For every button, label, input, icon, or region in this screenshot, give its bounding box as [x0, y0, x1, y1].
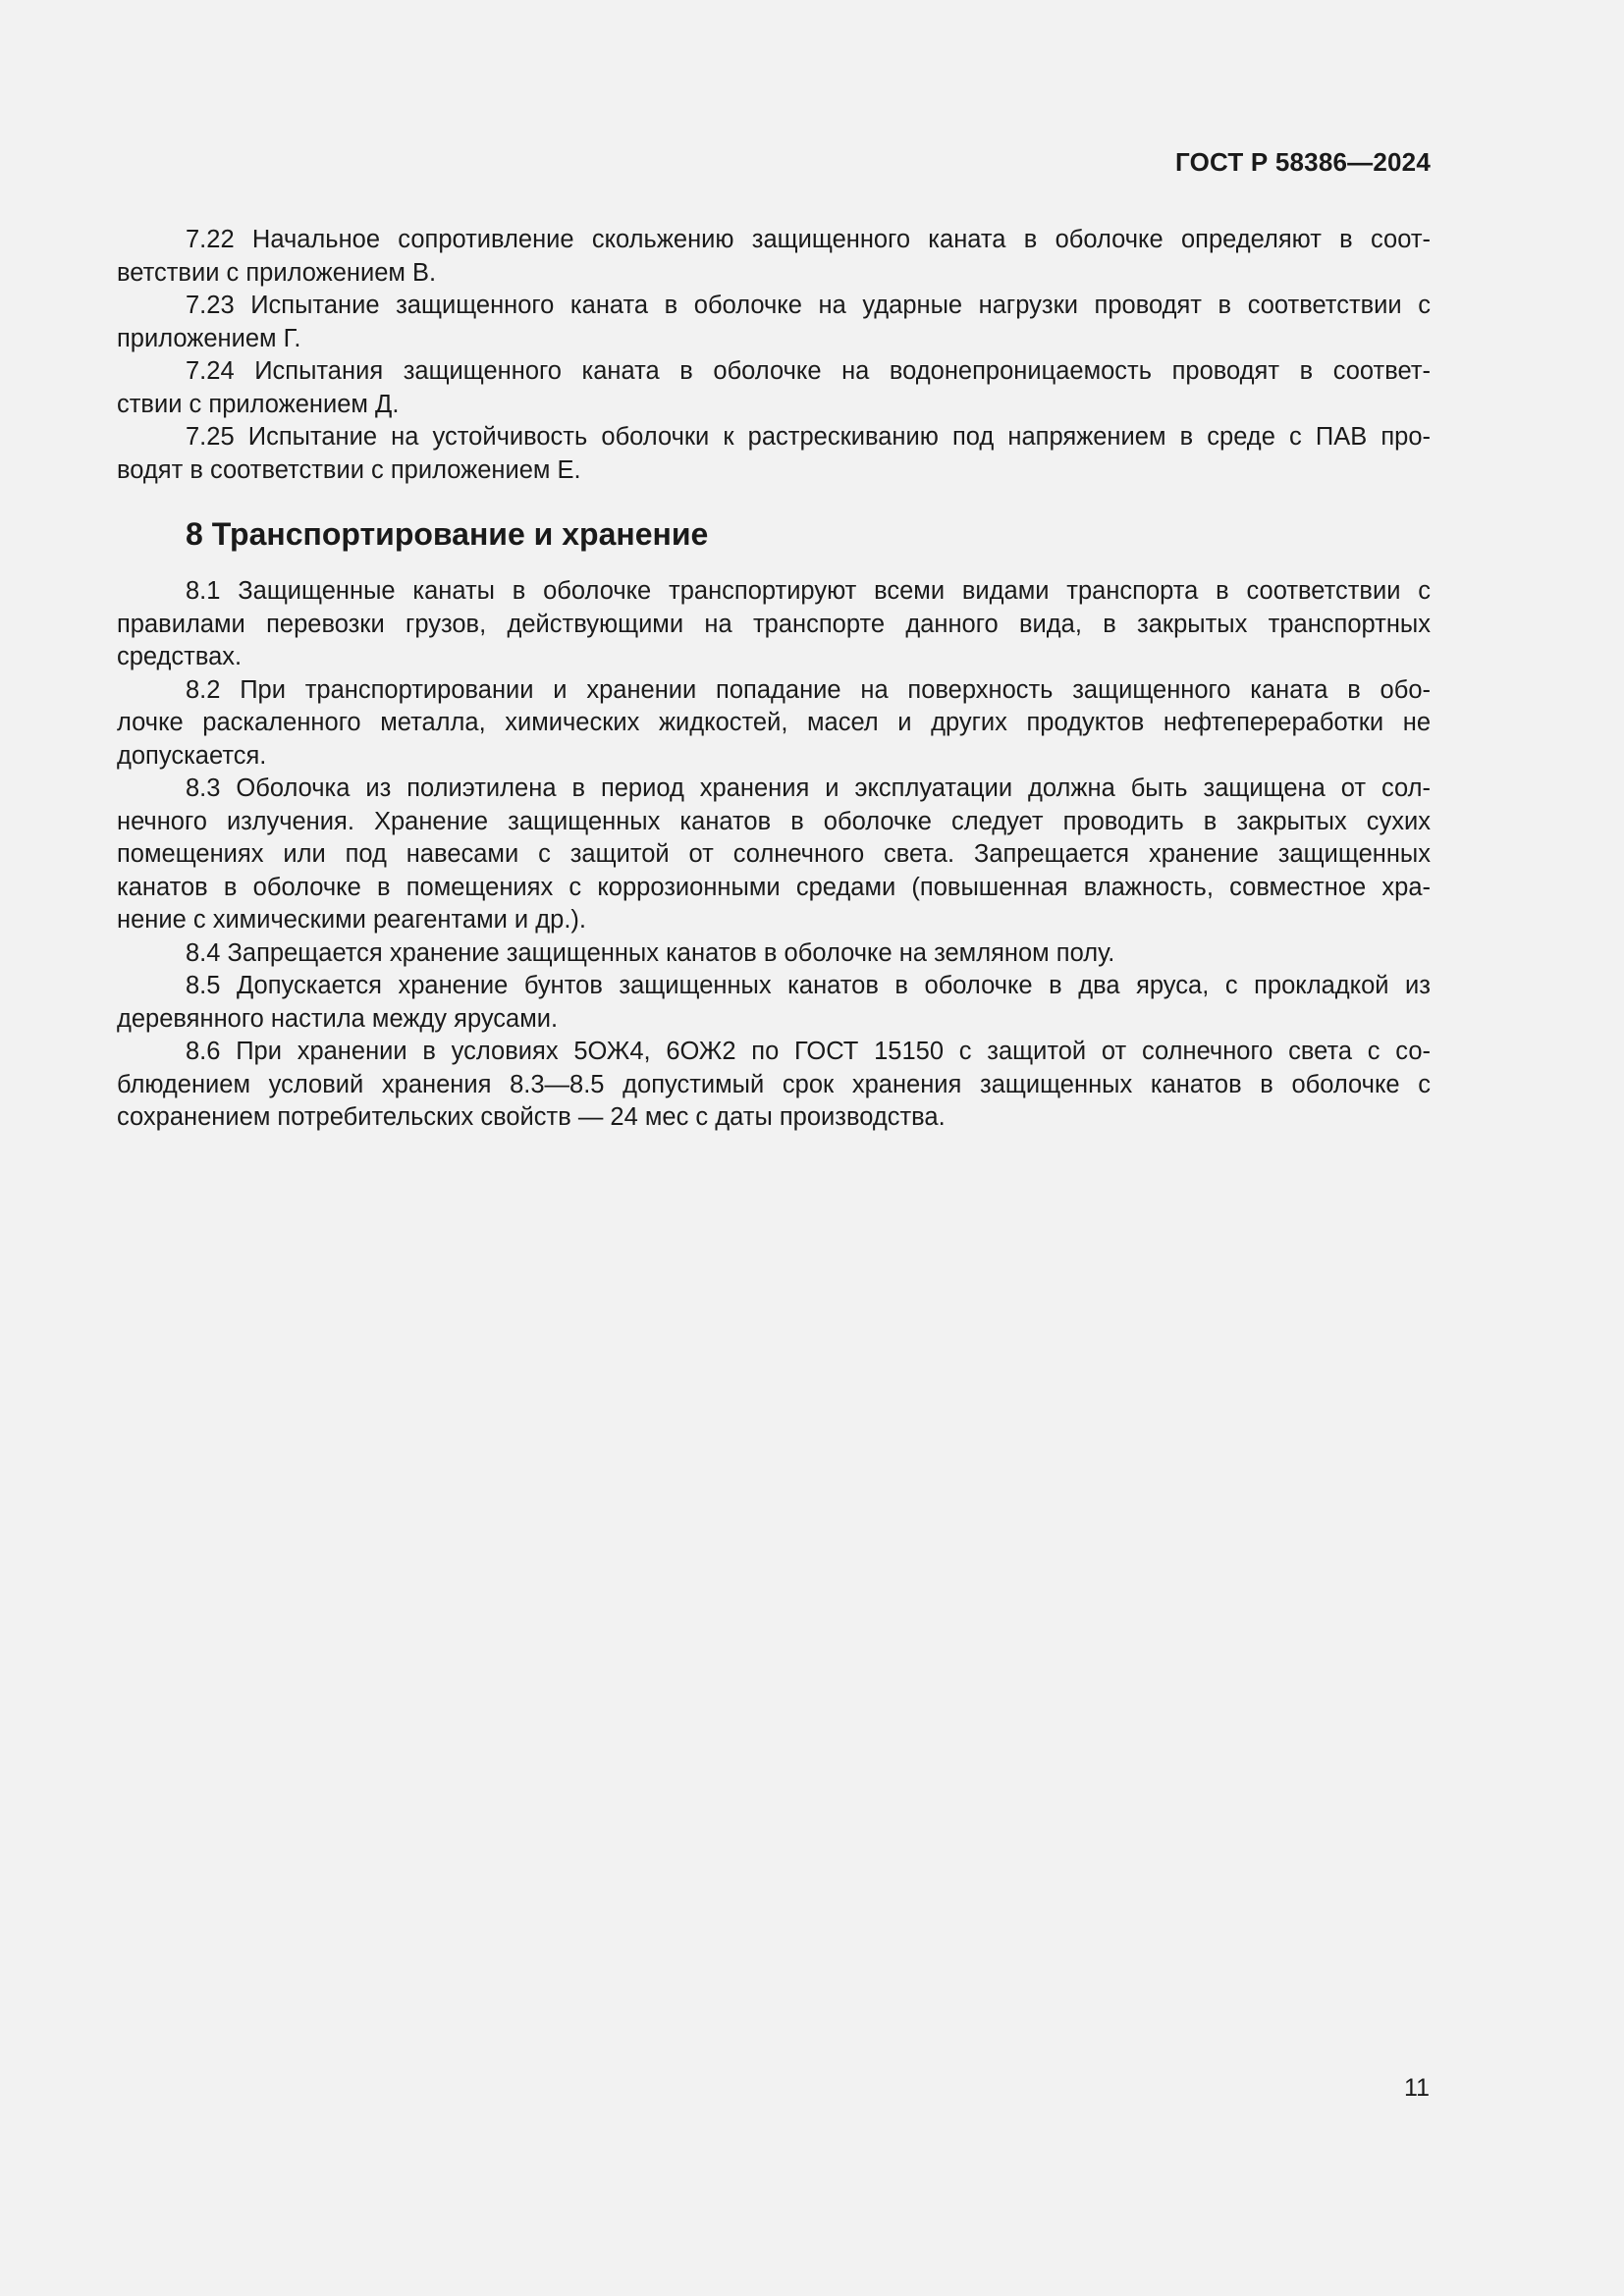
- text-line: 8.2 При транспортировании и хранении попадание на поверхность защищенного каната в обо-: [186, 675, 1431, 704]
- spacer: [117, 487, 1431, 514]
- clause-7-22: [117, 224, 1431, 290]
- text-line: канатов в оболочке в помещениях с коррозионными средами (повышенная влажность, совместное хра-: [117, 873, 1431, 901]
- text-line: 8.6 При хранении в условиях 5ОЖ4, 6ОЖ2 по ГОСТ 15150 с защитой от солнечного света с со-: [186, 1038, 1431, 1065]
- text-line: приложением Г.: [117, 324, 301, 352]
- text-line: 8.1 Защищенные канаты в оболочке транспортируют всеми видами транспорта в соответствии с: [186, 577, 1431, 605]
- text-line: нение с химическими реагентами и др.).: [117, 906, 586, 934]
- text-line: ствии с приложением Д.: [117, 390, 400, 418]
- text-line: помещениях или под навесами с защитой от солнечного света. Запрещается хранение защищенных: [117, 840, 1431, 868]
- clause-8-5: [117, 970, 1431, 1036]
- text-line: ветствии с приложением В.: [117, 258, 437, 287]
- text-line: лочке раскаленного металла, химических жидкостей, масел и других продуктов нефтепереработки не: [117, 709, 1431, 736]
- text-line: нечного излучения. Хранение защищенных канатов в оболочке следует проводить в закрытых сухих: [117, 807, 1431, 835]
- text-line: 8.3 Оболочка из полиэтилена в период хранения и эксплуатации должна быть защищена от сол-: [186, 774, 1431, 802]
- text-line: 7.23 Испытание защищенного каната в оболочке на ударные нагрузки проводят в соответствии с: [186, 292, 1431, 319]
- clause-7-25: [117, 421, 1431, 487]
- text-line: 8.5 Допускается хранение бунтов защищенных канатов в оболочке в два яруса, с прокладкой из: [186, 972, 1431, 999]
- document-standard-id: ГОСТ Р 58386—2024: [1175, 147, 1431, 177]
- text-line: правилами перевозки грузов, действующими на транспорте данного вида, в закрытых транспортных: [117, 610, 1431, 638]
- text-line: 7.25 Испытание на устойчивость оболочки к растрескиванию под напряжением в среде с ПАВ про-: [186, 423, 1431, 451]
- text-line: водят в соответствии с приложением Е.: [117, 455, 581, 484]
- page-content: [117, 224, 1431, 1135]
- clause-8-2: [117, 674, 1431, 774]
- text-line: 7.24 Испытания защищенного каната в оболочке на водонепроницаемость проводят в соответ-: [186, 357, 1431, 385]
- text-line: 8.4 Запрещается хранение защищенных канатов в оболочке на земляном полу.: [186, 938, 1115, 967]
- text-line: допускается.: [117, 741, 267, 770]
- text-line: средствах.: [117, 643, 243, 670]
- text-line: блюдением условий хранения 8.3—8.5 допустимый срок хранения защищенных канатов в оболочке с: [117, 1070, 1431, 1098]
- clause-7-23: [117, 290, 1431, 355]
- clause-8-4: [117, 937, 1431, 971]
- text-line: сохранением потребительских свойств — 24 мес с даты производства.: [117, 1103, 946, 1131]
- text-line: деревянного настила между ярусами.: [117, 1004, 559, 1033]
- section-heading-8: 8 Транспортирование и хранение: [186, 516, 709, 552]
- clause-8-6: [117, 1036, 1431, 1135]
- spacer: [117, 554, 1431, 575]
- clause-8-3: [117, 773, 1431, 937]
- text-line: 7.22 Начальное сопротивление скольжению защищенного каната в оболочке определяют в соот-: [186, 226, 1431, 253]
- page-number: 11: [1404, 2074, 1430, 2102]
- clause-8-1: [117, 575, 1431, 674]
- clause-7-24: [117, 355, 1431, 421]
